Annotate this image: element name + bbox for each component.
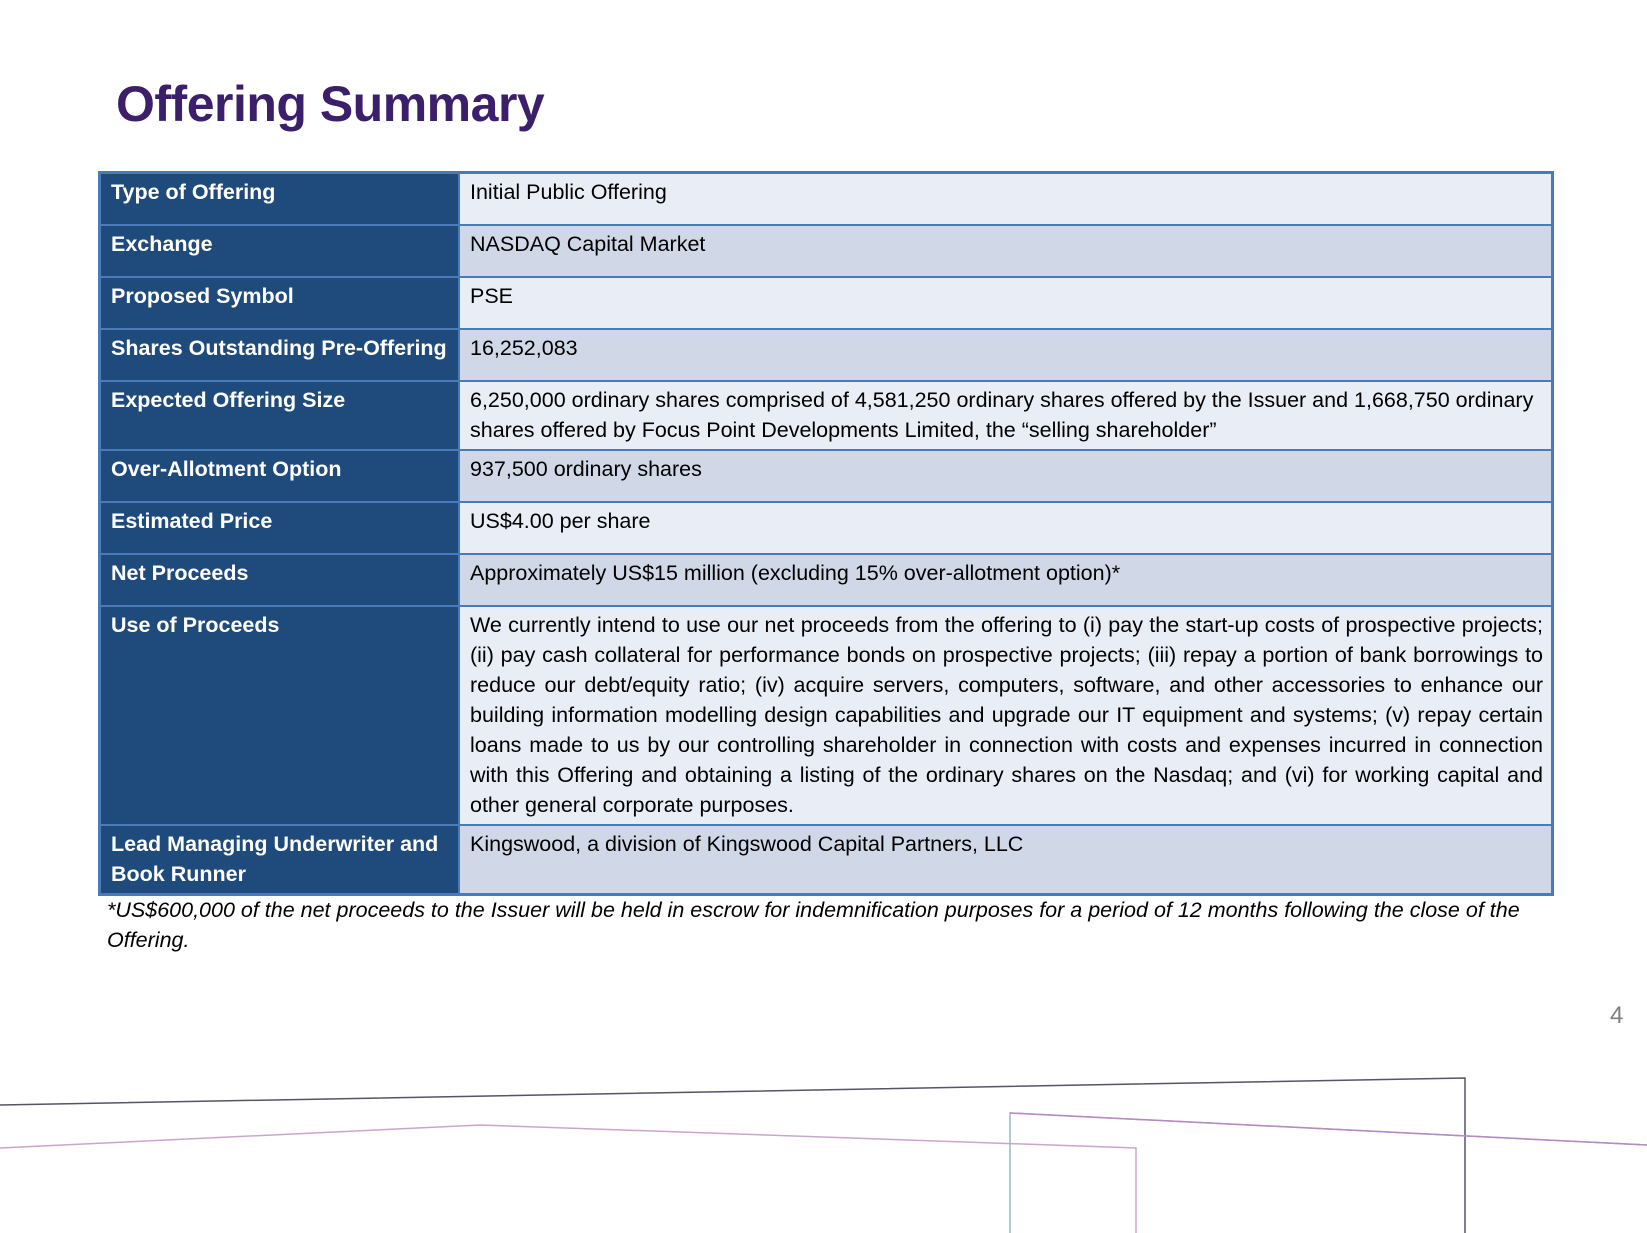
decorative-line-teal: [1010, 1113, 1647, 1233]
row-value: Initial Public Offering: [459, 173, 1553, 225]
decorative-line-dark: [0, 1078, 1465, 1233]
row-label: Type of Offering: [100, 173, 460, 225]
row-value: US$4.00 per share: [459, 502, 1553, 554]
row-label: Shares Outstanding Pre-Offering: [100, 329, 460, 381]
row-label: Use of Proceeds: [100, 606, 460, 825]
row-label: Exchange: [100, 225, 460, 277]
decorative-line-purple: [1010, 1113, 1647, 1145]
row-value: We currently intend to use our net proceeds from the offering to (i) pay the start-up costs of prospective projects; (ii) pay cash collateral for performance bonds on prospective projects; (iii) repay a portion of bank borrowings to reduce our debt/equity ratio; (iv) acquire servers, computers, software, and other accessories to enhance our building information modelling design capabilities and upgrade our IT equipment and systems; (v) repay certain loans made to us by our controlling shareholder in connection with costs and expenses incurred in connection with this Offering and obtaining a listing of the ordinary shares on the Nasdaq; and (vi) for working capital and other general corporate purposes.: [459, 606, 1553, 825]
row-value: Kingswood, a division of Kingswood Capital Partners, LLC: [459, 825, 1553, 895]
row-label: Over-Allotment Option: [100, 450, 460, 502]
row-value: NASDAQ Capital Market: [459, 225, 1553, 277]
row-label: Proposed Symbol: [100, 277, 460, 329]
row-value: Approximately US$15 million (excluding 15% over-allotment option)*: [459, 554, 1553, 606]
row-label: Lead Managing Underwriter and Book Runner: [100, 825, 460, 895]
row-label: Net Proceeds: [100, 554, 460, 606]
row-label: Estimated Price: [100, 502, 460, 554]
row-value: PSE: [459, 277, 1553, 329]
decorative-line-pink: [0, 1125, 1136, 1233]
footnote: *US$600,000 of the net proceeds to the Issuer will be held in escrow for indemnification purposes for a period of 12 months following the close of the Offering.: [107, 898, 1520, 952]
row-value: 937,500 ordinary shares: [459, 450, 1553, 502]
row-value: 16,252,083: [459, 329, 1553, 381]
row-value: 6,250,000 ordinary shares comprised of 4,581,250 ordinary shares offered by the Issuer and 1,668,750 ordinary shares offered by Focus Point Developments Limited, the “selling shareholder”: [459, 381, 1553, 450]
page-title: Offering Summary: [116, 76, 545, 132]
row-label: Expected Offering Size: [100, 381, 460, 450]
page-number: 4: [1610, 1002, 1624, 1029]
